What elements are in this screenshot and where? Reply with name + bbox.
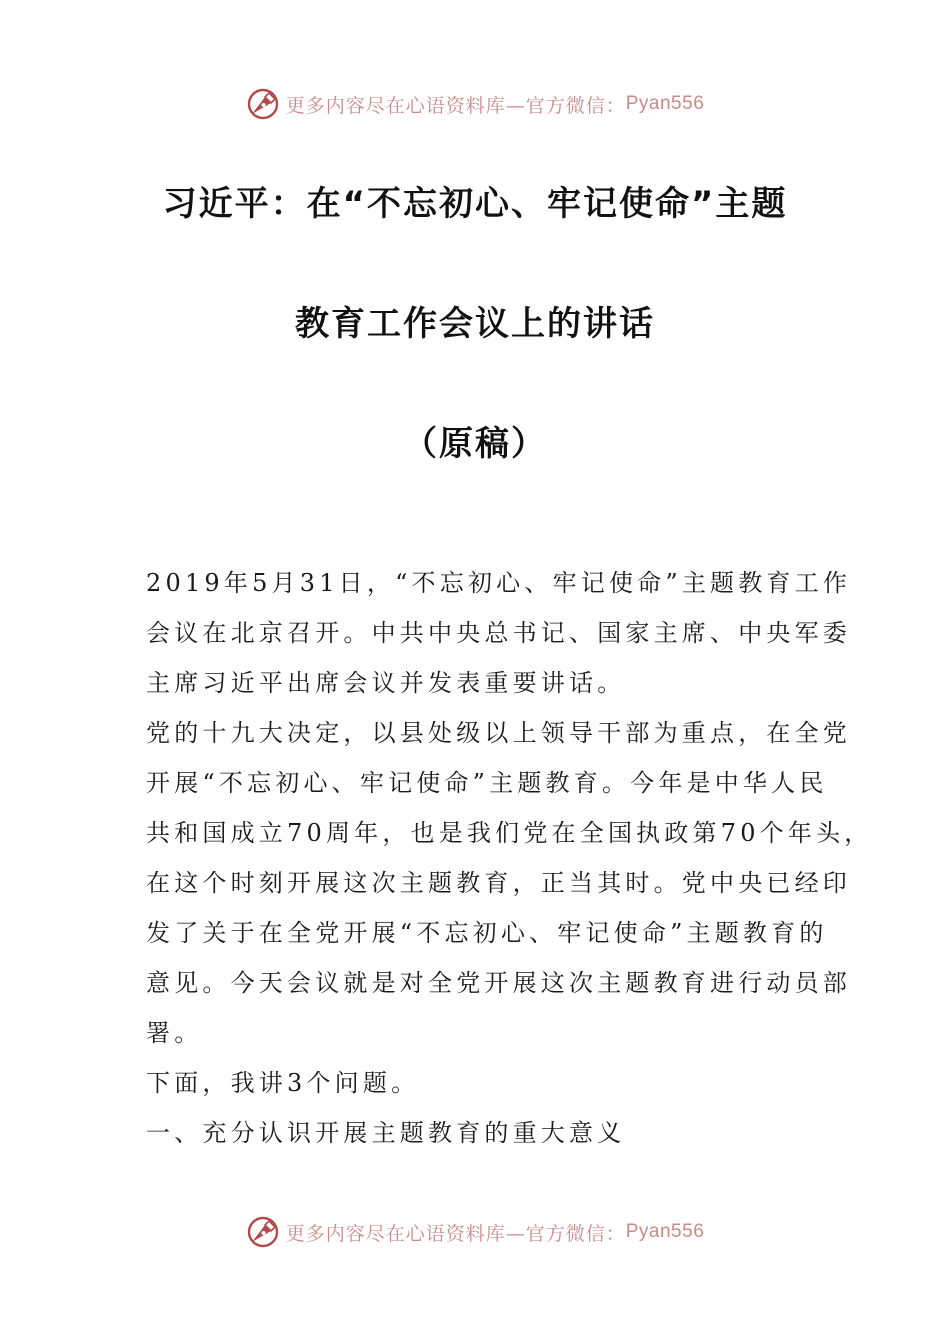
watermark-text: 更多内容尽在心语资料库—官方微信： <box>285 1222 626 1245</box>
header-watermark <box>0 84 950 124</box>
document-title-line-2: 教育工作会议上的讲话 <box>295 304 655 344</box>
body-line: 2019年5月31日，“不忘初心、牢记使命”主题教育工作 <box>146 569 852 597</box>
body-line: 共和国成立70周年，也是我们党在全国执政第70个年头， <box>146 819 873 847</box>
body-line: 在这个时刻开展这次主题教育，正当其时。党中央已经印 <box>146 869 851 897</box>
body-line: 意见。今天会议就是对全党开展这次主题教育进行动员部 <box>146 969 851 997</box>
body-line: 署。 <box>146 1019 203 1047</box>
watermark-wechat-id: Pyan556 <box>625 93 705 114</box>
section-heading: 一、充分认识开展主题教育的重大意义 <box>146 1119 626 1147</box>
watermark-wechat-id: Pyan556 <box>625 1221 705 1242</box>
body-line: 下面，我讲3个问题。 <box>146 1069 420 1097</box>
document-title-line-1: 习近平：在“不忘初心、牢记使命”主题 <box>162 184 788 224</box>
body-line: 主席习近平出席会议并发表重要讲话。 <box>146 669 626 697</box>
pen-nib-circle-icon <box>246 1215 280 1249</box>
pen-nib-circle-icon <box>246 87 280 121</box>
body-line: 会议在北京召开。中共中央总书记、国家主席、中央军委 <box>146 619 851 647</box>
body-line: 发了关于在全党开展“不忘初心、牢记使命”主题教育的 <box>146 919 828 947</box>
body-line: 开展“不忘初心、牢记使命”主题教育。今年是中华人民 <box>146 769 828 797</box>
document-subtitle: （原稿） <box>403 424 547 464</box>
document-body <box>146 560 873 1160</box>
watermark-text: 更多内容尽在心语资料库—官方微信： <box>285 94 626 117</box>
body-line: 党的十九大决定，以县处级以上领导干部为重点，在全党 <box>146 719 851 747</box>
footer-watermark <box>0 1212 950 1252</box>
